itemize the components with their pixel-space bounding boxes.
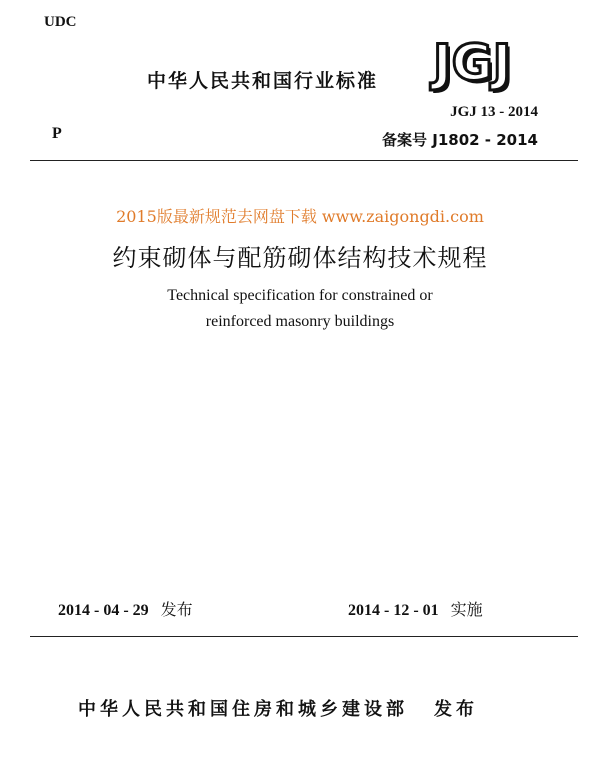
effective-date-block [348,597,483,620]
publisher-block [78,695,478,721]
issue-date: 2014 - 04 - 29 [58,602,149,619]
issue-label: 发布 [160,600,193,619]
standard-type: 中华人民共和国行业标准 [147,70,379,92]
jgj-logo: JGJ [433,34,512,92]
bottom-divider [30,636,578,637]
publisher-name: 中华人民共和国住房和城乡建设部 [78,699,408,720]
title-english-line2: reinforced masonry buildings [205,313,395,330]
issue-date-block [58,597,193,620]
publish-label: 发布 [434,699,478,720]
standard-number: JGJ 13 - 2014 [450,104,538,120]
download-watermark: 2015版最新规范去网盘下载 www.zaigongdi.com [116,207,484,226]
title-chinese: 约束砌体与配筋砌体结构技术规程 [112,244,488,272]
top-divider [30,160,578,161]
udc-label: UDC [44,14,77,30]
title-english-line1: Technical specification for constrained or [167,287,433,304]
record-number: 备案号 J1802 - 2014 [382,131,538,149]
effective-date: 2014 - 12 - 01 [348,602,439,619]
category-code: P [52,125,62,142]
effective-label: 实施 [450,600,483,619]
